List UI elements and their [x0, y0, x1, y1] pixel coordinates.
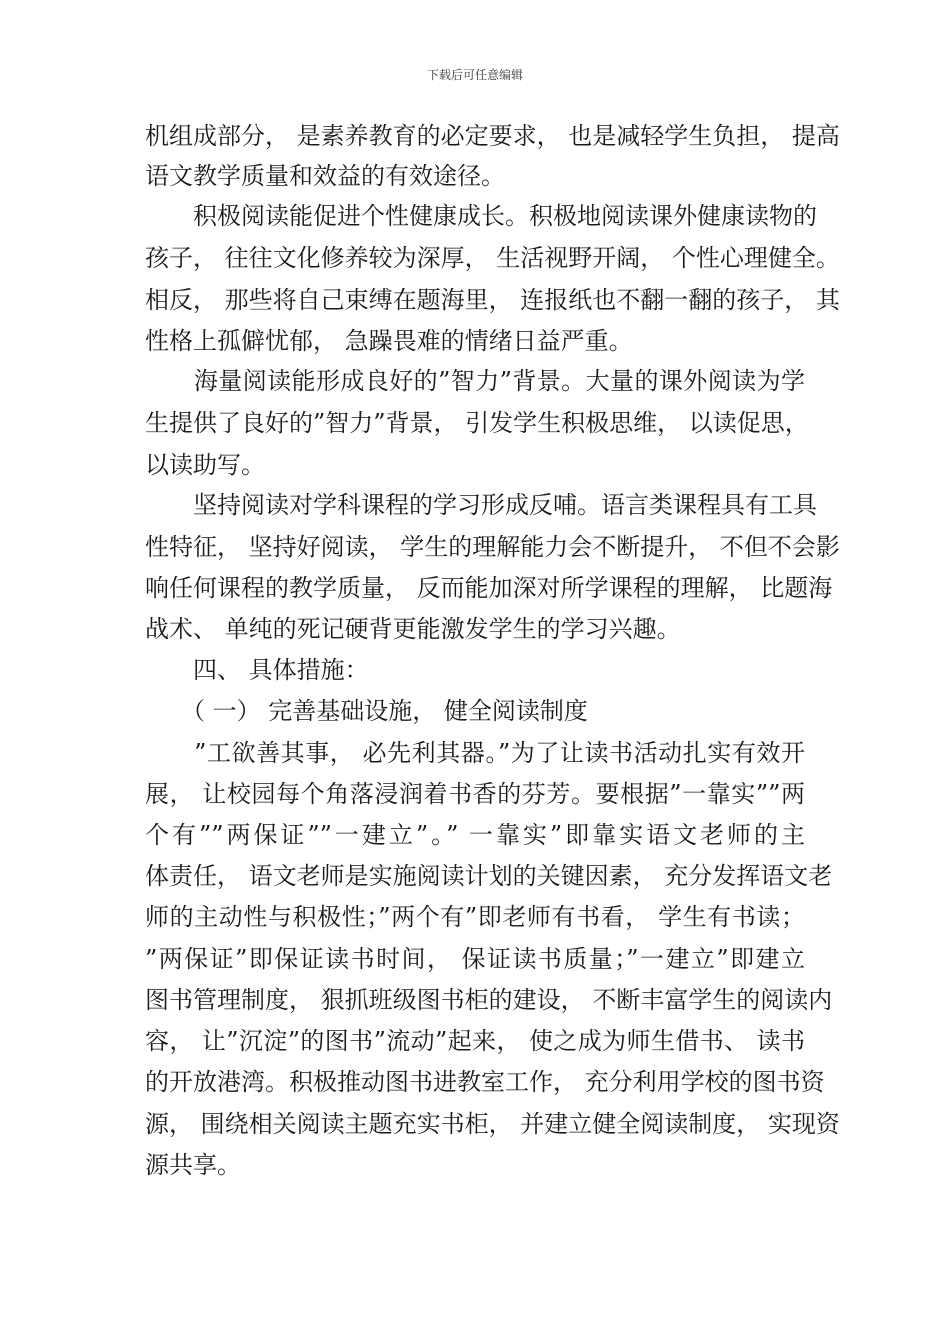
text-line: 生提供了良好的”智力”背景， 引发学生积极思维， 以读促思，	[145, 409, 809, 437]
text-line: ”两保证”即保证读书时间， 保证读书质量；”一建立”即建立	[145, 945, 805, 973]
text-line: 图书管理制度， 狠抓班级图书柜的建设， 不断丰富学生的阅读内	[145, 986, 833, 1014]
text-line: 源， 围绕相关阅读主题充实书柜， 并建立健全阅读制度， 实现资	[145, 1110, 840, 1138]
text-line: 源共享。	[145, 1151, 241, 1179]
text-line: 海量阅读能形成良好的”智力”背景。大量的课外阅读为学	[145, 367, 805, 395]
text-line: 容， 让”沉淀”的图书”流动”起来， 使之成为师生借书、 读书	[145, 1027, 805, 1055]
text-line: 机组成部分， 是素养教育的必定要求， 也是减轻学生负担， 提高	[145, 122, 840, 150]
text-line: 师的主动性与积极性；”两个有”即老师有书看， 学生有书读；	[145, 903, 805, 931]
text-line: 性格上孤僻忧郁， 急躁畏难的情绪日益严重。	[145, 327, 633, 355]
text-line: 性特征， 坚持好阅读， 学生的理解能力会不断提升， 不但不会影	[145, 533, 840, 561]
text-line: 语文教学质量和效益的有效途径。	[145, 162, 505, 190]
text-line: 的开放港湾。积极推动图书进教室工作， 充分利用学校的图书资	[145, 1068, 825, 1096]
text-line: 个有””两保证””一建立”。” 一靠实”即靠实语文老师的主	[145, 821, 805, 849]
text-line: 积极阅读能促进个性健康成长。积极地阅读课外健康读物的	[145, 202, 817, 230]
subsection-heading: （ 一） 完善基础设施， 健全阅读制度	[145, 697, 588, 725]
text-line: 体责任， 语文老师是实施阅读计划的关键因素， 充分发挥语文老	[145, 862, 833, 890]
text-line: 孩子， 往往文化修养较为深厚， 生活视野开阔， 个性心理健全。	[145, 244, 840, 272]
text-line: 坚持阅读对学科课程的学习形成反哺。语言类课程具有工具	[145, 491, 817, 519]
text-line: 响任何课程的教学质量， 反而能加深对所学课程的理解， 比题海	[145, 574, 833, 602]
page-header: 下载后可任意编辑	[426, 68, 523, 82]
text-line: 战术、 单纯的死记硬背更能激发学生的学习兴趣。	[145, 615, 681, 643]
text-line: ”工欲善其事， 必先利其器。”为了让读书活动扎实有效开	[145, 739, 805, 767]
section-heading: 四、 具体措施：	[145, 656, 369, 684]
text-line: 展， 让校园每个角落浸润着书香的芬芳。要根据”一靠实””两	[145, 780, 805, 808]
text-line: 以读助写。	[145, 451, 265, 479]
text-line: 相反， 那些将自己束缚在题海里， 连报纸也不翻一翻的孩子， 其	[145, 286, 840, 314]
